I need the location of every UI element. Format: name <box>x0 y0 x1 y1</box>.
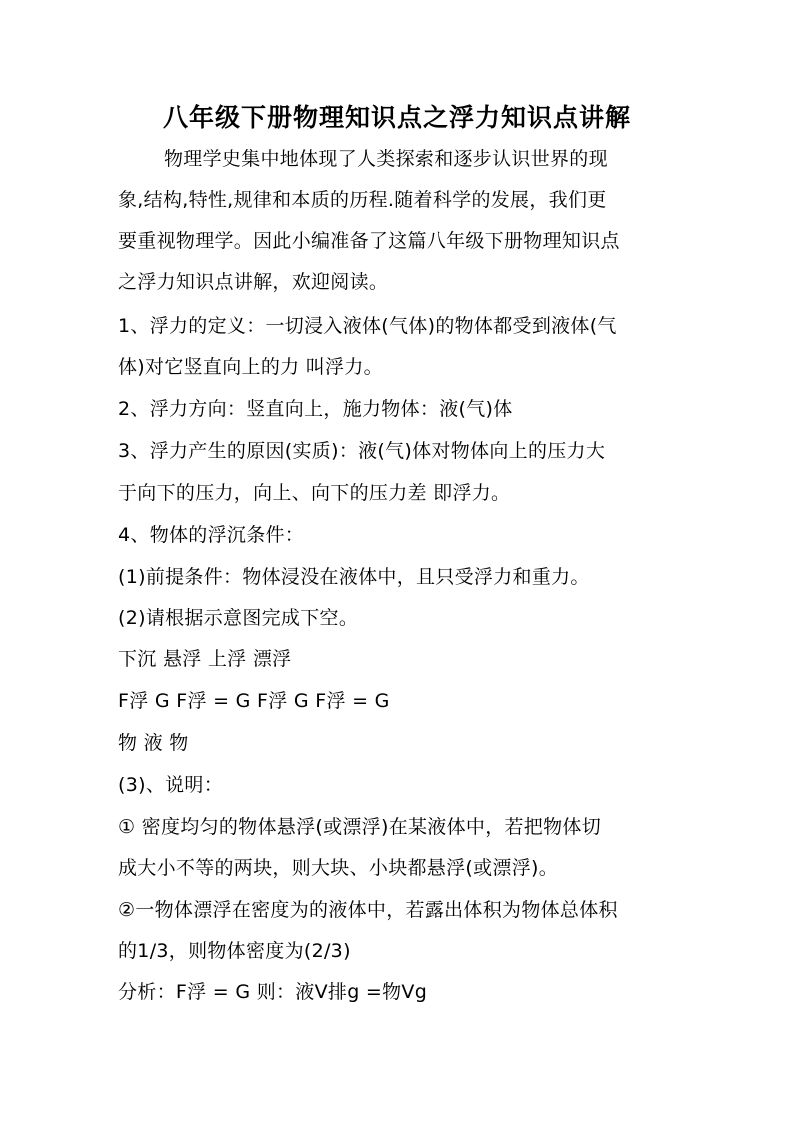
note-2-line-1: ②一物体漂浮在密度为的液体中，若露出体积为物体总体积 <box>118 899 618 921</box>
intro-line-2: 象,结构,特性,规律和本质的历程.随着科学的发展，我们更 <box>118 189 607 211</box>
premise-line: (1)前提条件：物体浸没在液体中，且只受浮力和重力。 <box>118 566 590 588</box>
intro-line-1: 物理学史集中地体现了人类探索和逐步认识世界的现 <box>164 148 608 170</box>
note-1-line-2: 成大小不等的两块，则大块、小块都悬浮(或漂浮)。 <box>118 857 559 879</box>
cause-line-1: 3、浮力产生的原因(实质)：液(气)体对物体向上的压力大 <box>118 440 606 462</box>
cause-line-2: 于向下的压力，向上、向下的压力差 即浮力。 <box>118 482 511 504</box>
direction-line: 2、浮力方向：竖直向上，施力物体：液(气)体 <box>118 398 513 420</box>
force-relations: F浮 G F浮 = G F浮 G F浮 = G <box>118 690 390 712</box>
note-2-line-2: 的1/3，则物体密度为(2/3) <box>118 940 351 962</box>
intro-line-4: 之浮力知识点讲解，欢迎阅读。 <box>118 271 389 293</box>
diagram-instruction: (2)请根据示意图完成下空。 <box>118 607 359 629</box>
definition-line-1: 1、浮力的定义：一切浸入液体(气体)的物体都受到液体(气 <box>118 315 617 337</box>
intro-line-3: 要重视物理学。因此小编准备了这篇八年级下册物理知识点 <box>118 230 620 252</box>
analysis-line: 分析：F浮 = G 则：液V排g =物Vg <box>118 981 428 1003</box>
density-labels: 物 液 物 <box>118 732 189 754</box>
conditions-heading: 4、物体的浮沉条件： <box>118 524 305 546</box>
definition-line-2: 体)对它竖直向上的力 叫浮力。 <box>118 356 383 378</box>
explanation-heading: (3)、说明： <box>118 774 224 796</box>
document-title: 八年级下册物理知识点之浮力知识点讲解 <box>162 103 631 132</box>
note-1-line-1: ① 密度均匀的物体悬浮(或漂浮)在某液体中，若把物体切 <box>118 816 601 838</box>
state-labels: 下沉 悬浮 上浮 漂浮 <box>118 648 292 670</box>
